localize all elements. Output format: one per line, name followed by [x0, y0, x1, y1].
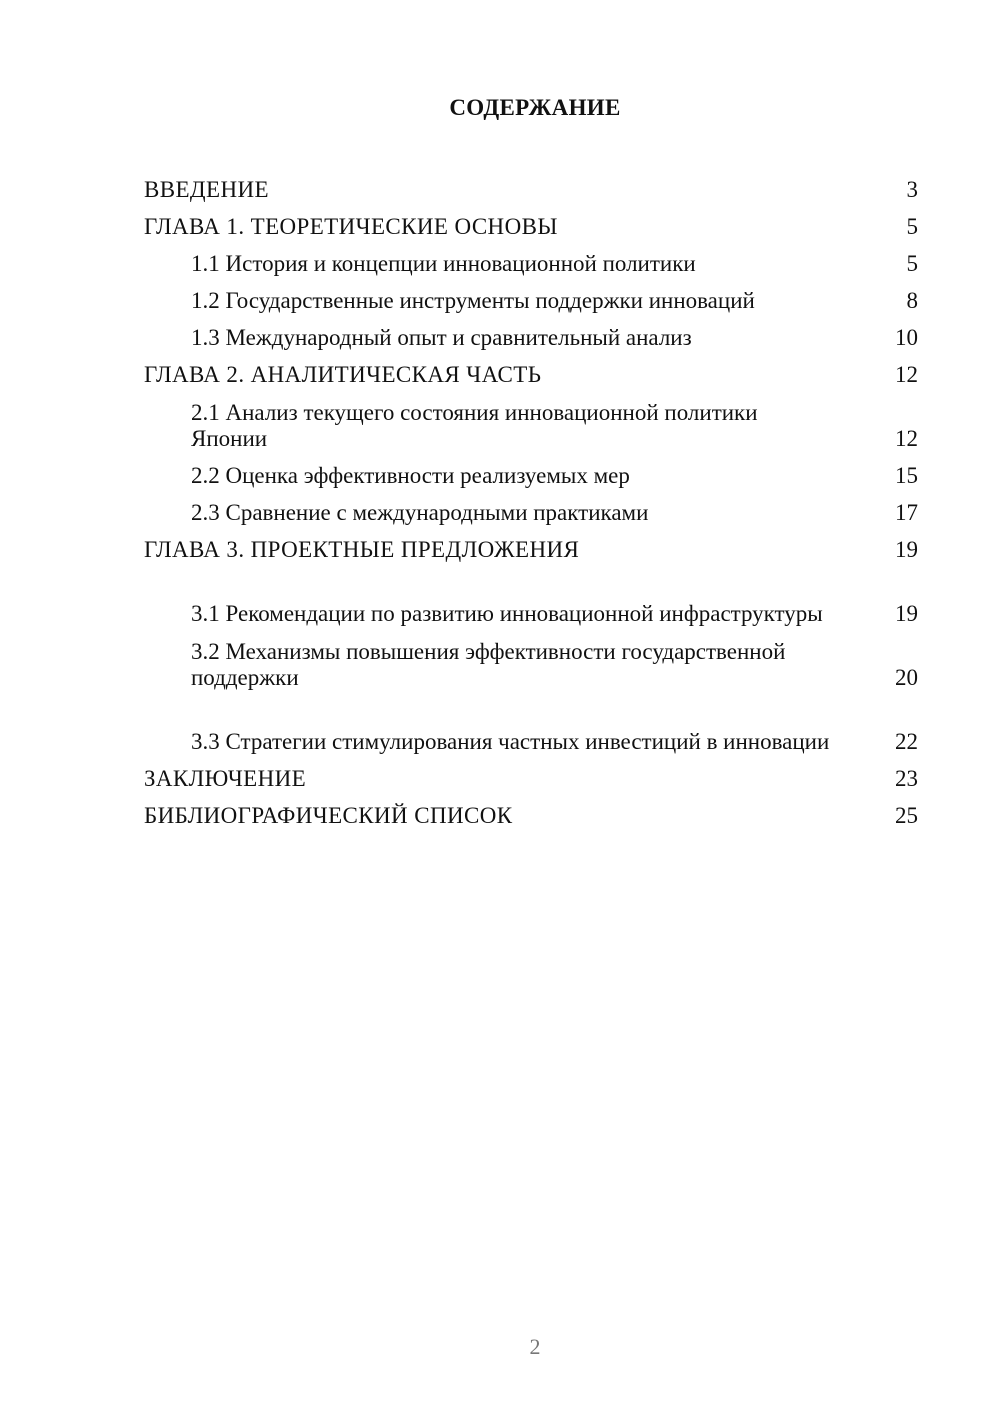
- toc-entry-section-2-1: [144, 392, 918, 456]
- toc-entry-page: 19: [895, 537, 918, 562]
- table-of-contents: [144, 170, 918, 833]
- toc-entry-section-3-3: [144, 695, 918, 759]
- toc-entry-page: 12: [895, 362, 918, 387]
- toc-entry-section-2-3: [144, 493, 918, 530]
- page-title: СОДЕРЖАНИЕ: [449, 95, 621, 120]
- toc-entry-label: 1.2 Государственные инструменты поддержки инноваций: [191, 288, 755, 313]
- toc-entry-chapter-2: [144, 355, 918, 392]
- toc-entry-page: 12: [895, 426, 918, 451]
- toc-entry-page: 22: [895, 729, 918, 754]
- toc-entry-page: 20: [895, 665, 918, 690]
- toc-entry-label: ЗАКЛЮЧЕНИЕ: [144, 766, 307, 791]
- toc-entry-section-3-2: [144, 631, 918, 695]
- toc-entry-section-2-2: [144, 456, 918, 493]
- toc-entry-label: ГЛАВА 3. ПРОЕКТНЫЕ ПРЕДЛОЖЕНИЯ: [144, 537, 580, 562]
- toc-entry-label: 2.3 Сравнение с международными практиками: [191, 500, 649, 525]
- toc-entry-label: 3.3 Стратегии стимулирования частных инвестиций в инновации: [191, 729, 830, 754]
- toc-entry-page: 3: [906, 177, 918, 202]
- toc-entry-page: 19: [895, 601, 918, 626]
- toc-entry-label: 2.1 Анализ текущего состояния инновационной политики Японии: [191, 400, 758, 451]
- toc-entry-page: 5: [906, 251, 918, 276]
- toc-entry-conclusion: [144, 759, 918, 796]
- toc-entry-section-1-2: [144, 281, 918, 318]
- toc-entry-introduction: [144, 170, 918, 207]
- toc-entry-section-3-1: [144, 567, 918, 631]
- toc-entry-label: 3.1 Рекомендации по развитию инновационной инфраструктуры: [191, 601, 823, 626]
- toc-entry-page: 17: [895, 500, 918, 525]
- toc-entry-page: 8: [906, 288, 918, 313]
- toc-entry-label: 2.2 Оценка эффективности реализуемых мер: [191, 463, 630, 488]
- page-number: 2: [529, 1334, 541, 1359]
- toc-entry-label: БИБЛИОГРАФИЧЕСКИЙ СПИСОК: [144, 803, 513, 828]
- toc-entry-label: ГЛАВА 2. АНАЛИТИЧЕСКАЯ ЧАСТЬ: [144, 362, 542, 387]
- toc-entry-label: 1.3 Международный опыт и сравнительный анализ: [191, 325, 692, 350]
- toc-entry-page: 10: [895, 325, 918, 350]
- toc-entry-label: 1.1 История и концепции инновационной политики: [191, 251, 696, 276]
- toc-entry-section-1-1: [144, 244, 918, 281]
- toc-entry-chapter-3: [144, 530, 918, 567]
- toc-entry-page: 25: [895, 803, 918, 828]
- toc-entry-label: 3.2 Механизмы повышения эффективности государственной поддержки: [191, 639, 786, 690]
- toc-entry-label: ВВЕДЕНИЕ: [144, 177, 269, 202]
- toc-entry-section-1-3: [144, 318, 918, 355]
- toc-entry-chapter-1: [144, 207, 918, 244]
- toc-entry-page: 15: [895, 463, 918, 488]
- toc-entry-page: 23: [895, 766, 918, 791]
- toc-entry-page: 5: [906, 214, 918, 239]
- toc-entry-bibliography: [144, 796, 918, 833]
- toc-entry-label: ГЛАВА 1. ТЕОРЕТИЧЕСКИЕ ОСНОВЫ: [144, 214, 558, 239]
